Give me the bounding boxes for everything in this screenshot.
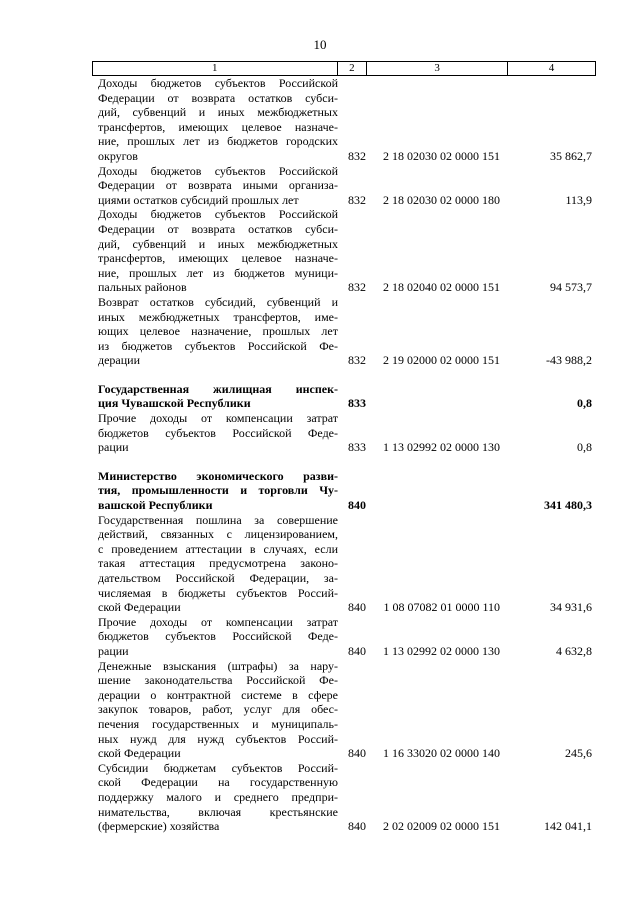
table-body [92,76,596,834]
description-line: ных нужд для нужд субъектов Россий- [98,731,338,746]
description-line: циями остатков субсидий прошлых лет [98,192,299,207]
description-line: ние, прошлых лет из бюджетов городских [98,134,338,149]
admin-code: 833 [348,440,366,455]
header-cell: 2 [337,62,367,75]
row-spacer [92,368,596,382]
description-line: (фермерские) хозяйства [98,819,220,834]
description-line: Федерации от возврата остатков субси- [98,221,338,236]
revenue-description [92,659,338,761]
description-line: числяемая в бюджеты субъектов Росcий- [98,585,338,600]
description-line: ция Чувашской Республики [98,396,251,411]
description-line: рации [98,643,129,658]
row-spacer [92,455,596,469]
description-line: дательством Российской Федерации, за- [98,571,338,585]
amount: 113,9 [565,192,592,207]
revenue-description [92,76,338,164]
amount: 245,6 [565,746,592,761]
admin-code: 840 [348,600,366,615]
description-line: ние, прошлых лет из бюджетов муници- [98,265,338,280]
amount: -43 988,2 [546,353,592,368]
revenue-description [92,207,338,295]
amount: 35 862,7 [550,148,592,163]
description-line: печения государственных и муниципаль- [98,716,338,731]
description-line: вашской Республики [98,498,213,513]
description-line: ской Федерации [98,746,181,761]
budget-classification-code: 1 16 33020 02 0000 140 [383,746,500,761]
description-line: трансфертов, имеющих целевое назначе- [98,119,338,134]
budget-classification-code: 1 13 02992 02 0000 130 [383,440,500,455]
admin-code: 840 [348,498,366,513]
revenue-description [92,411,338,455]
admin-code: 840 [348,819,366,834]
admin-code: 832 [348,280,366,295]
description-line: пальных районов [98,280,187,295]
budget-classification-code: 2 18 02040 02 0000 151 [383,280,500,295]
budget-classification-code: 1 08 07082 01 0000 110 [383,600,500,615]
revenue-description [92,615,338,659]
table-header [92,61,596,76]
table-row [92,295,596,368]
table-row [92,207,596,295]
admin-code: 832 [348,192,366,207]
description-line: Федерации от возврата иными организа- [98,178,338,193]
description-line: действий, связанных с лицензированием, [98,527,338,542]
amount: 142 041,1 [544,819,592,834]
admin-code: 840 [348,746,366,761]
revenue-description [92,295,338,368]
description-line: шение законодательства Российской Фе- [98,673,338,688]
revenue-description [92,761,338,834]
admin-code: 832 [348,148,366,163]
organization-name [92,382,338,411]
description-line: Доходы бюджетов субъектов Российской [98,76,338,90]
table-row [92,164,596,208]
budget-classification-code: 2 18 02030 02 0000 180 [383,192,500,207]
description-line: Прочие доходы от компенсации затрат [98,614,338,629]
description-line: трансфертов, имеющих целевое назначе- [98,251,338,266]
description-line: дерации о контрактной системе в сфере [98,687,338,702]
revenue-description [92,513,338,615]
description-line: Денежные взыскания (штрафы) за нару- [98,658,338,673]
amount: 94 573,7 [550,280,592,295]
organization-row [92,469,596,513]
description-line: тия, промышленности и торговли Чу- [98,483,338,498]
description-line: ской Федерации на государственную [98,775,338,790]
description-line: нимательства, включая крестьянские [98,804,338,819]
budget-classification-code: 2 18 02030 02 0000 151 [383,148,500,163]
table-row [92,76,596,164]
description-line: дий, субвенций и иных межбюджетных [98,105,338,120]
description-line: Доходы бюджетов субъектов Российской [98,163,338,178]
revenue-description [92,164,338,208]
description-line: бюджетов субъектов Российской Феде- [98,425,338,440]
amount: 0,8 [577,396,592,411]
description-line: из бюджетов субъектов Российской Фе- [98,338,338,353]
description-line: рации [98,440,129,455]
description-line: иных межбюджетных трансфертов, име- [98,309,338,324]
description-line: ской Федерации [98,600,181,615]
table-row [92,761,596,834]
description-line: Прочие доходы от компенсации затрат [98,411,338,426]
admin-code: 833 [348,396,366,411]
description-line: Возврат остатков субсидий, субвенций и [98,294,338,309]
revenue-table [92,61,596,834]
description-line: Министерство экономического разви- [98,468,338,483]
header-cell: 3 [366,62,507,75]
budget-classification-code: 2 19 02000 02 0000 151 [383,353,500,368]
budget-classification-code: 1 13 02992 02 0000 130 [383,643,500,658]
description-line: Доходы бюджетов субъектов Российской [98,207,338,222]
description-line: округов [98,148,138,163]
budget-classification-code: 2 02 02009 02 0000 151 [383,819,500,834]
amount: 341 480,3 [544,498,592,513]
description-line: такая аттестация предусмотрена законо- [98,556,338,571]
header-cell: 4 [507,62,595,75]
amount: 4 632,8 [556,643,592,658]
description-line: дерации [98,353,141,368]
amount: 0,8 [577,440,592,455]
admin-code: 832 [348,353,366,368]
description-line: Федерации от возврата остатков субси- [98,90,338,105]
header-cell: 1 [212,62,218,74]
page-number: 10 [313,37,327,52]
table-row [92,659,596,761]
organization-name [92,469,338,513]
description-line: ющих целевое назначение, прошлых лет [98,324,338,339]
description-line: поддержку малого и среднего предпри- [98,789,338,804]
description-line: Государственная пошлина за совершение [98,512,338,527]
admin-code: 840 [348,643,366,658]
description-line: Субсидии бюджетам субъектов Россий- [98,760,338,775]
table-row [92,615,596,659]
description-line: дий, субвенций и иных межбюджетных [98,236,338,251]
description-line: с проведением аттестации в случаях, если [98,541,338,556]
amount: 34 931,6 [550,600,592,615]
table-row [92,411,596,455]
organization-row [92,382,596,411]
description-line: бюджетов субъектов Российской Феде- [98,629,338,644]
description-line: Государственная жилищная инспек- [98,381,338,396]
description-line: закупок товаров, работ, услуг для обес- [98,702,338,717]
table-row [92,513,596,615]
